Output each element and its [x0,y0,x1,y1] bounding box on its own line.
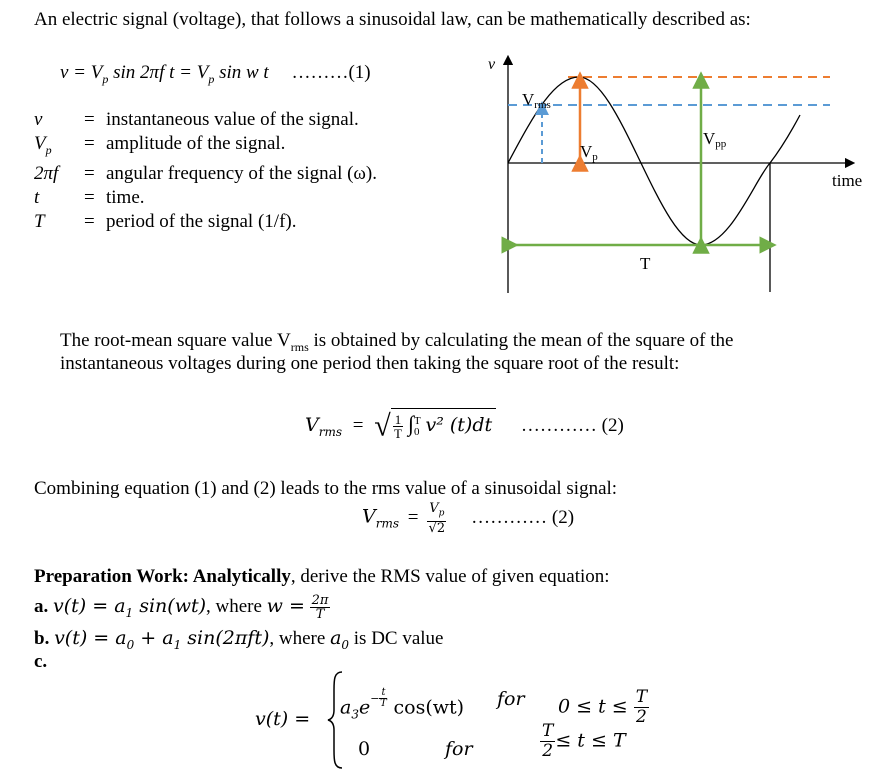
eq3-frac-den: √2 [428,520,446,536]
def-row [34,162,377,186]
intro-text: An electric signal (voltage), that follows a sinusoidal law, can be mathematically described as: [34,9,751,30]
v-axis-label: v [488,56,496,73]
item-b-eq-lhs: v(t) = a [54,627,127,649]
rms-text-part2: is obtained by calculating the mean of the square of the [308,330,734,351]
eq3-frac-num [427,502,446,522]
piecewise-lhs: v(t) = [255,708,311,730]
item-b [34,627,444,652]
time-axis-label: time [832,171,863,190]
eq2-equals: = [352,415,364,436]
eq1-ref: ………(1) [291,62,371,83]
def-equals: = [84,162,95,184]
def-equals: = [84,133,95,154]
eq2-ref: ………… (2) [520,415,624,436]
sine-wave-figure [480,50,880,300]
eq2-integrand: v² (t)dt [425,414,493,436]
combine-text: Combining equation (1) and (2) leads to the rms value of a sinusoidal signal: [34,478,618,499]
vpp-label-v: V [703,129,716,148]
case1-cond-num: T [635,687,648,707]
integral-sign: ∫ [407,411,414,436]
case1-e: e [358,696,371,719]
item-a-eq [53,594,206,620]
eq1-sub2: p [208,71,215,86]
def-symbol: 2πf [34,162,59,184]
item-a-label: a. [34,595,49,617]
item-b-eq-rest: sin(2πft) [181,627,270,649]
rms-description-line2: instantaneous voltages during one period then taking the square root of the result: [60,353,680,374]
definitions-table [34,108,377,234]
def-equals: = [84,109,95,130]
eq2-fraction [393,413,404,440]
vp-label-v: V [580,142,593,161]
item-a-frac-den: T [315,607,325,622]
eq3-num-sub: p [438,508,445,519]
eq3-ref: ………… (2) [471,506,575,528]
eq3-lhs-sub: rms [375,516,400,531]
item-b-eq [54,627,270,652]
eq2-frac-den: T [393,426,402,442]
vp-label [580,142,598,163]
def-row [34,108,377,132]
def-desc: instantaneous value of the signal. [106,109,359,130]
preparation-rest: , derive the RMS value of given equation: [290,566,610,587]
vpp-label-sub: pp [715,138,727,150]
item-b-sub1: 1 [173,637,182,652]
case1-exp-num: t [381,687,386,698]
item-a-eq-lhs: v(t) = a [53,594,126,617]
period-label: T [640,254,651,273]
eq3-num-v: V [429,501,439,516]
rms-text-part1: The root-mean square value V [60,330,291,351]
item-c [34,651,47,673]
case2-cond-num: T [542,721,554,741]
item-a-eq-sub: 1 [125,605,134,620]
case1-cond-frac [634,688,649,727]
integral-lower: 0 [413,425,420,438]
equation-2 [305,408,624,444]
integral-upper: T [413,414,421,427]
eq2-lhs-sub: rms [318,424,343,439]
sine-curve [508,77,800,245]
equation-3 [362,502,574,535]
case1-a: a [340,696,352,719]
integral-limits [414,416,421,438]
def-symbol: T [34,210,45,232]
item-a-fraction [310,594,331,621]
case1-exp-den: T [380,698,387,709]
def-desc: amplitude of the signal. [106,133,286,154]
case2-cond-frac [540,722,555,761]
case2-condition [540,722,626,761]
equation-1 [60,62,371,87]
case1-cos: cos(wt) [387,696,465,719]
case2-cond-text: ≤ t ≤ T [555,729,626,752]
eq3-lhs: V [362,505,376,528]
eq1-sub1: p [102,71,109,86]
eq1-lhs: v = V [60,62,103,83]
eq3-equals: = [407,506,419,528]
item-b-a0 [330,627,350,652]
preparation-bold: Preparation Work: Analytically [34,566,291,587]
def-row [34,186,377,210]
def-desc: angular frequency of the signal (ω). [106,162,378,184]
case2-for: for [445,738,473,760]
item-a-w: w = [266,594,305,617]
vp-label-sub: p [592,151,598,163]
def-equals: = [84,186,95,208]
item-a-frac-num: 2π [311,593,329,608]
piecewise-case1 [340,688,464,721]
eq3-fraction [427,502,446,535]
preparation-heading [34,566,610,588]
item-b-plus: + a [134,627,174,649]
vrms-label-sub: rms [534,99,551,111]
vrms-label [522,90,551,111]
item-c-label: c. [34,651,48,672]
sqrt-body [391,408,496,440]
def-symbol: $V_p$ [34,133,52,157]
def-row [34,132,377,162]
def-symbol: v [34,109,43,130]
item-b-tail: is DC value [349,628,444,649]
eq2-frac-num: 1 [394,412,402,428]
vpp-label [703,129,727,150]
rms-text-sub: rms [290,339,309,354]
def-desc: period of the signal (1/f). [106,210,297,232]
item-b-a0-sub: 0 [341,637,350,652]
item-a-where: , where [206,595,267,617]
rms-description-line1 [60,330,733,355]
item-a [34,594,330,621]
sqrt-sign: √ [374,409,391,443]
def-equals: = [84,210,95,232]
item-b-where: , where [269,628,331,649]
def-row [34,210,377,234]
item-b-label: b. [34,628,50,649]
case2-value: 0 [358,738,371,760]
case1-for: for [497,688,525,710]
def-desc: time. [106,186,145,208]
item-b-a0-var: a [330,627,342,649]
def-symbol: t [34,186,40,208]
item-b-sub0: 0 [126,637,135,652]
vrms-label-v: V [522,90,535,109]
eq1-mid: sin 2πf t = V [108,62,209,83]
case1-cond-text: 0 ≤ t ≤ [558,695,628,718]
case1-cond-den: 2 [635,707,647,727]
case2-cond-den: 2 [542,741,554,761]
eq1-rhs: sin w t [214,62,269,83]
eq2-lhs: V [305,414,319,436]
item-a-eq-rest: sin(wt) [133,594,206,617]
case1-exp: − t T [370,687,387,709]
case1-sub: 3 [351,707,359,722]
